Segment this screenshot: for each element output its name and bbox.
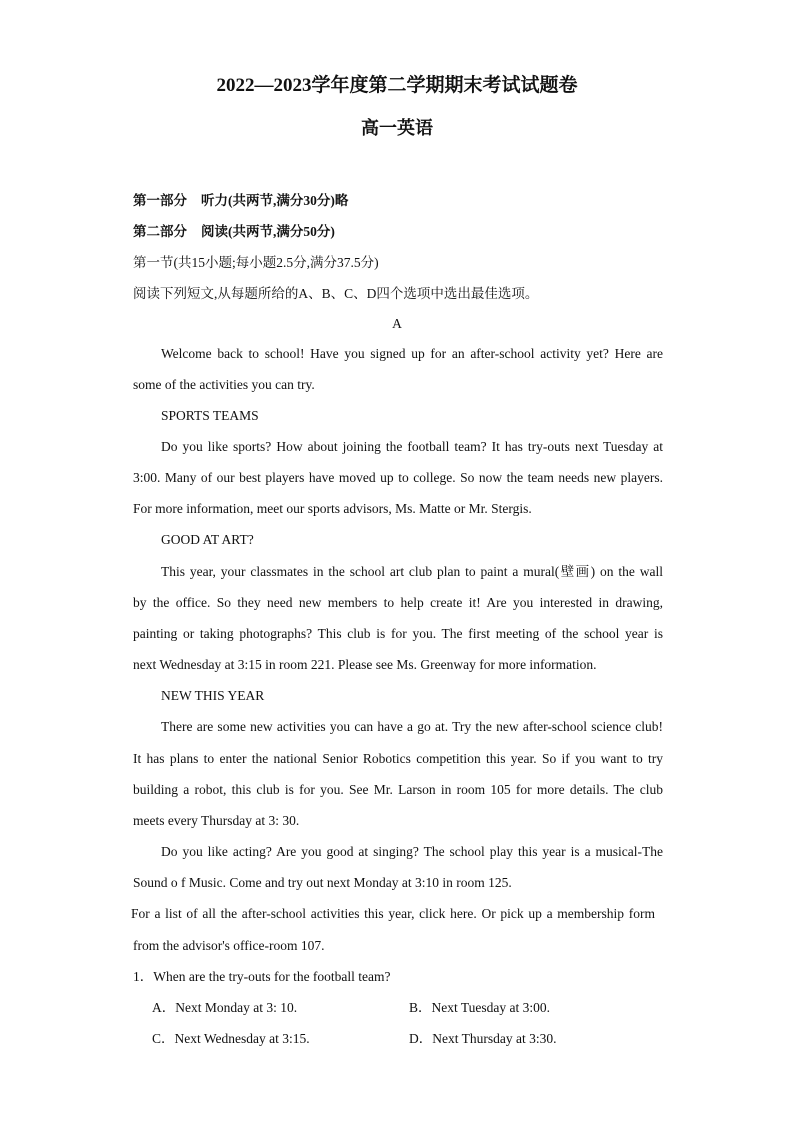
part-one-label: 第一部分	[133, 193, 187, 208]
part-two-text: 阅读(共两节,满分50分)	[201, 224, 335, 239]
passage-line: Do you like sports? How about joining the football team? It has try-outs next Tuesday at	[161, 439, 663, 454]
exam-title: 2022—2023学年度第二学期期末考试试题卷	[216, 75, 578, 96]
passage-line: painting or taking photographs? This club is for you. The first meeting of the school year is	[133, 626, 663, 641]
passage-line: 3:00. Many of our best players have moved up to college. So now the team needs new players.	[133, 470, 663, 485]
reading-instruction: 阅读下列短文,从每题所给的A、B、C、D四个选项中选出最佳选项。	[133, 286, 539, 301]
section-heading-sports: SPORTS TEAMS	[161, 408, 259, 423]
section-one-heading: 第一节(共15小题;每小题2.5分,满分37.5分)	[133, 255, 379, 270]
passage-line: For more information, meet our sports advisors, Ms. Matte or Mr. Stergis.	[133, 501, 532, 516]
passage-line: Welcome back to school! Have you signed up for an after-school activity yet? Here are	[161, 346, 663, 361]
passage-line: This year, your classmates in the school art club plan to paint a mural(壁画) on the wall	[161, 564, 663, 579]
passage-line: by the office. So they need new members to help create it! Are you interested in drawing,	[133, 595, 663, 610]
passage-line: For a list of all the after-school activities this year, click here. Or pick up a membership form	[131, 906, 655, 921]
passage-line: next Wednesday at 3:15 in room 221. Please see Ms. Greenway for more information.	[133, 657, 597, 672]
passage-line: building a robot, this club is for you. See Mr. Larson in room 105 for more details. The club	[133, 782, 663, 797]
question-1-option-d: D．Next Thursday at 3:30.	[409, 1031, 557, 1046]
passage-line: Do you like acting? Are you good at singing? The school play this year is a musical-The	[161, 844, 663, 859]
passage-letter: A	[392, 316, 402, 331]
part-two-label: 第二部分	[133, 224, 187, 239]
section-heading-new: NEW THIS YEAR	[161, 688, 265, 703]
question-1-option-b: B．Next Tuesday at 3:00.	[409, 1000, 551, 1015]
question-1-option-a: A．Next Monday at 3: 10.	[152, 1000, 298, 1015]
part-two-heading	[133, 223, 663, 241]
part-one-heading	[133, 192, 663, 210]
question-1-stem: 1．When are the try-outs for the football team?	[133, 969, 391, 984]
passage-line: There are some new activities you can have a go at. Try the new after-school science club!	[161, 719, 663, 734]
passage-line: It has plans to enter the national Senior Robotics competition this year. So if you want to try	[133, 751, 663, 766]
passage-line: some of the activities you can try.	[133, 377, 315, 392]
passage-line: Sound o f Music. Come and try out next Monday at 3:10 in room 125.	[133, 875, 512, 890]
exam-subject: 高一英语	[361, 118, 433, 138]
section-heading-art: GOOD AT ART?	[161, 532, 254, 547]
passage-line: from the advisor's office-room 107.	[133, 938, 325, 953]
passage-line: meets every Thursday at 3: 30.	[133, 813, 300, 828]
question-1-option-c: C．Next Wednesday at 3:15.	[152, 1031, 310, 1046]
part-one-text: 听力(共两节,满分30分)略	[201, 193, 349, 208]
